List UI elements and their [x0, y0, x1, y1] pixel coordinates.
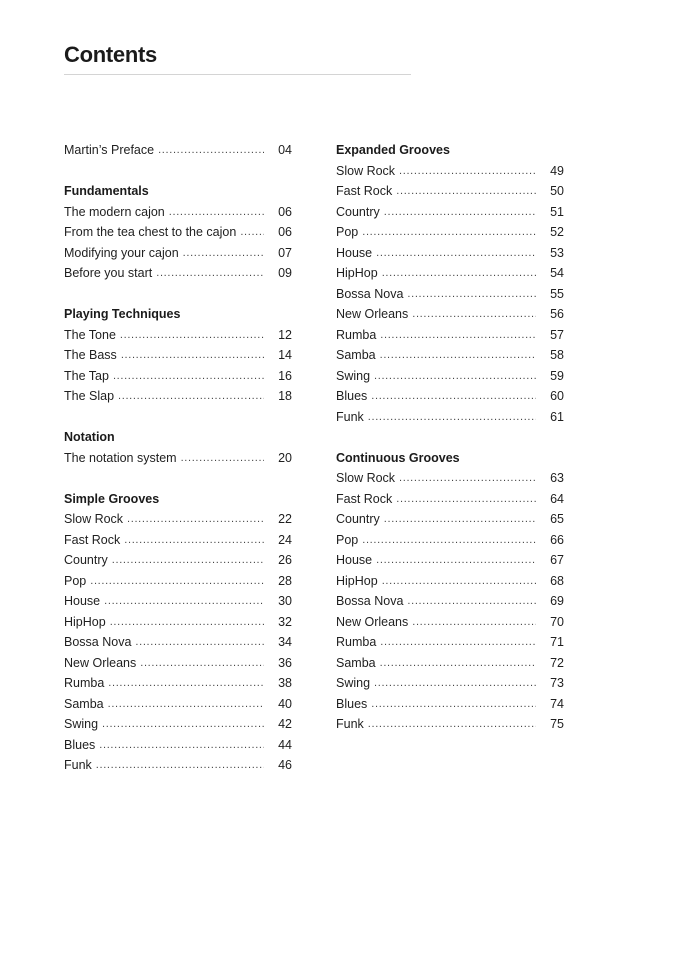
toc-entry [64, 653, 292, 674]
toc-entry-label: Funk [336, 409, 364, 424]
section-spacer [64, 284, 292, 305]
dot-leader [382, 571, 536, 592]
toc-entry [64, 530, 292, 551]
toc-entry-label: The Slap [64, 389, 115, 403]
toc-entry [336, 181, 564, 202]
toc-entry [64, 386, 292, 407]
toc-entry [336, 366, 564, 387]
dot-leader [135, 632, 264, 653]
toc-entry-page-number: 66 [550, 532, 564, 547]
toc-entry [336, 284, 564, 305]
toc-entry-label: The Bass [64, 348, 117, 362]
dot-leader [380, 632, 536, 653]
toc-column-left [64, 140, 292, 776]
dot-leader [384, 509, 536, 530]
toc-entry [336, 489, 564, 510]
toc-entry-page-number: 28 [278, 573, 292, 588]
dot-leader [102, 714, 264, 735]
dot-leader [169, 202, 264, 223]
toc-entry [64, 345, 292, 366]
toc-entry-label: Funk [64, 758, 92, 772]
toc-entry-page-number: 34 [278, 635, 292, 649]
toc-entry-page-number: 59 [550, 368, 564, 383]
toc-entry-page-number: 04 [278, 143, 292, 157]
toc-entry [336, 632, 564, 653]
toc-entry [336, 653, 564, 674]
toc-entry [64, 612, 292, 633]
dot-leader [374, 673, 536, 694]
toc-entry-page-number: 61 [550, 409, 564, 424]
toc-entry-label: Slow Rock [336, 163, 396, 178]
section-spacer [64, 407, 292, 428]
toc-entry-label: Country [336, 512, 380, 526]
toc-entry-page-number: 42 [278, 717, 292, 731]
dot-leader [412, 304, 536, 325]
dot-leader [108, 694, 264, 715]
toc-entry [336, 673, 564, 694]
dot-leader [118, 386, 264, 407]
toc-entry-label: Swing [336, 676, 371, 690]
toc-entry [64, 632, 292, 653]
toc-entry-label: Before you start [64, 266, 153, 280]
dot-leader [90, 571, 264, 592]
section-spacer [336, 427, 564, 448]
dot-leader [112, 550, 264, 571]
toc-entry-label: Rumba [64, 676, 105, 690]
toc-entry-label: Bossa Nova [64, 635, 132, 649]
toc-entry-page-number: 38 [278, 676, 292, 690]
toc-entry-label: Rumba [336, 327, 377, 342]
toc-entry-label: Samba [336, 655, 376, 670]
toc-entry-label: The Tap [64, 368, 109, 383]
toc-entry-label: Samba [336, 348, 376, 362]
dot-leader [113, 366, 264, 387]
toc-entry-label: House [336, 553, 373, 567]
toc-entry-page-number: 68 [550, 573, 564, 588]
dot-leader [127, 509, 264, 530]
dot-leader [399, 161, 536, 182]
dot-leader [374, 366, 536, 387]
toc-entry [336, 550, 564, 571]
page-title: Contents [64, 42, 157, 67]
toc-entry-label: Blues [336, 696, 368, 711]
toc-entry-page-number: 60 [550, 389, 564, 403]
toc-entry [64, 509, 292, 530]
toc-entry [336, 591, 564, 612]
dot-leader [376, 243, 536, 264]
toc-entry [336, 571, 564, 592]
toc-entry-label: Samba [64, 696, 104, 711]
toc-entry-label: House [336, 245, 373, 260]
dot-leader [183, 243, 264, 264]
toc-entry-label: Blues [64, 737, 96, 752]
toc-entry [336, 694, 564, 715]
dot-leader [407, 591, 536, 612]
toc-entry-label: Pop [336, 532, 359, 547]
toc-entry-page-number: 57 [550, 327, 564, 342]
section-heading: Expanded Grooves [336, 143, 450, 157]
section-heading: Continuous Grooves [336, 450, 460, 465]
toc-entry [64, 448, 292, 469]
toc-entry-page-number: 71 [550, 635, 564, 649]
toc-entry-label: Fast Rock [336, 184, 393, 198]
dot-leader [108, 673, 264, 694]
toc-entry-page-number: 72 [550, 655, 564, 670]
toc-entry [64, 222, 292, 243]
toc-entry [336, 345, 564, 366]
toc-entry-page-number: 64 [550, 491, 564, 506]
dot-leader [396, 489, 536, 510]
section-heading: Notation [64, 430, 115, 444]
dot-leader [376, 550, 536, 571]
toc-entry-page-number: 65 [550, 512, 564, 526]
toc-entry-page-number: 40 [278, 696, 292, 711]
toc-entry-label: Country [336, 204, 380, 219]
toc-entry [64, 694, 292, 715]
toc-entry-label: Fast Rock [336, 491, 393, 506]
toc-entry [336, 468, 564, 489]
toc-entry-page-number: 55 [550, 286, 564, 301]
dot-leader [384, 202, 536, 223]
section-heading: Playing Techniques [64, 307, 181, 321]
dot-leader [181, 448, 264, 469]
dot-leader [140, 653, 264, 674]
toc-entry-label: The Tone [64, 327, 116, 342]
dot-leader [158, 140, 264, 161]
toc-entry [64, 366, 292, 387]
toc-entry-page-number: 51 [550, 204, 564, 219]
toc-entry [64, 673, 292, 694]
toc-entry-page-number: 32 [278, 614, 292, 629]
toc-entry-label: Country [64, 553, 108, 567]
toc-entry-label: Bossa Nova [336, 286, 404, 301]
toc-entry-page-number: 16 [278, 368, 292, 383]
toc-entry [64, 755, 292, 776]
dot-leader [380, 325, 536, 346]
toc-entry [336, 714, 564, 735]
dot-leader [368, 407, 536, 428]
toc-entry [64, 325, 292, 346]
toc-entry-page-number: 50 [550, 184, 564, 198]
dot-leader [121, 345, 264, 366]
toc-entry-label: Slow Rock [336, 471, 396, 485]
toc-entry-page-number: 54 [550, 266, 564, 280]
title-divider [64, 74, 411, 75]
toc-entry-page-number: 06 [278, 225, 292, 239]
dot-leader [124, 530, 264, 551]
toc-entry-page-number: 63 [550, 471, 564, 485]
toc-entry-label: HipHop [336, 573, 378, 588]
toc-entry-page-number: 69 [550, 594, 564, 608]
toc-entry [64, 591, 292, 612]
toc-entry [336, 407, 564, 428]
toc-entry-page-number: 49 [550, 163, 564, 178]
toc-entry-label: Blues [336, 389, 368, 403]
toc-column-right [336, 140, 564, 735]
toc-entry-page-number: 24 [278, 532, 292, 547]
toc-entry [336, 243, 564, 264]
toc-entry-page-number: 52 [550, 225, 564, 239]
dot-leader [104, 591, 264, 612]
section-spacer [64, 161, 292, 182]
toc-entry-label: House [64, 594, 101, 608]
toc-entry-label: HipHop [336, 266, 378, 280]
section-spacer [64, 468, 292, 489]
toc-entry [336, 222, 564, 243]
toc-entry [336, 202, 564, 223]
toc-entry-label: HipHop [64, 614, 106, 629]
dot-leader [362, 222, 536, 243]
dot-leader [382, 263, 536, 284]
dot-leader [399, 468, 536, 489]
toc-entry [336, 612, 564, 633]
dot-leader [380, 345, 536, 366]
toc-entry-label: Martin’s Preface [64, 143, 155, 157]
toc-entry-page-number: 36 [278, 655, 292, 670]
toc-entry [64, 571, 292, 592]
toc-entry-page-number: 30 [278, 594, 292, 608]
toc-entry-page-number: 44 [278, 737, 292, 752]
toc-entry-page-number: 56 [550, 307, 564, 321]
toc-entry-label: Bossa Nova [336, 594, 404, 608]
toc-entry-label: The notation system [64, 450, 177, 465]
dot-leader [156, 263, 264, 284]
toc-entry-label: New Orleans [336, 614, 409, 629]
toc-entry-label: From the tea chest to the cajon [64, 225, 237, 239]
section-heading: Fundamentals [64, 184, 149, 198]
toc-entry [64, 243, 292, 264]
toc-entry [64, 714, 292, 735]
dot-leader [371, 694, 536, 715]
toc-entry-page-number: 06 [278, 204, 292, 219]
toc-entry [336, 386, 564, 407]
toc-entry [336, 509, 564, 530]
toc-entry [64, 263, 292, 284]
toc-entry [64, 202, 292, 223]
toc-entry [336, 304, 564, 325]
toc-entry [336, 530, 564, 551]
dot-leader [380, 653, 536, 674]
toc-entry-label: Pop [336, 225, 359, 239]
toc-entry-page-number: 14 [278, 348, 292, 362]
toc-entry-page-number: 73 [550, 676, 564, 690]
toc-entry-page-number: 75 [550, 717, 564, 731]
dot-leader [96, 755, 264, 776]
dot-leader [371, 386, 536, 407]
toc-entry-page-number: 67 [550, 553, 564, 567]
toc-entry-label: New Orleans [64, 655, 137, 670]
toc-entry-page-number: 20 [278, 450, 292, 465]
dot-leader [412, 612, 536, 633]
section-heading: Simple Grooves [64, 491, 160, 506]
toc-entry-page-number: 46 [278, 758, 292, 772]
toc-entry-label: Funk [336, 717, 364, 731]
toc-entry-page-number: 58 [550, 348, 564, 362]
toc-entry-label: Swing [64, 717, 99, 731]
toc-entry-label: Swing [336, 368, 371, 383]
toc-entry-label: Slow Rock [64, 512, 124, 526]
dot-leader [110, 612, 264, 633]
dot-leader [396, 181, 536, 202]
dot-leader [368, 714, 536, 735]
toc-entry-label: Modifying your cajon [64, 245, 179, 260]
toc-entry [336, 263, 564, 284]
toc-entry-page-number: 18 [278, 389, 292, 403]
dot-leader [362, 530, 536, 551]
toc-entry-label: Pop [64, 573, 87, 588]
toc-entry-page-number: 74 [550, 696, 564, 711]
dot-leader [120, 325, 264, 346]
toc-entry-page-number: 26 [278, 553, 292, 567]
toc-entry [336, 325, 564, 346]
toc-entry [64, 550, 292, 571]
dot-leader [407, 284, 536, 305]
toc-entry-label: Rumba [336, 635, 377, 649]
toc-entry-label: Fast Rock [64, 532, 121, 547]
toc-entry-page-number: 70 [550, 614, 564, 629]
dot-leader [99, 735, 264, 756]
toc-entry-label: The modern cajon [64, 204, 165, 219]
toc-entry-page-number: 07 [278, 245, 292, 260]
toc-entry-page-number: 12 [278, 327, 292, 342]
toc-entry [64, 735, 292, 756]
toc-entry-page-number: 53 [550, 245, 564, 260]
dot-leader [240, 222, 264, 243]
toc-entry [64, 140, 292, 161]
toc-entry-page-number: 09 [278, 266, 292, 280]
toc-entry-page-number: 22 [278, 512, 292, 526]
toc-entry-label: New Orleans [336, 307, 409, 321]
toc-entry [336, 161, 564, 182]
